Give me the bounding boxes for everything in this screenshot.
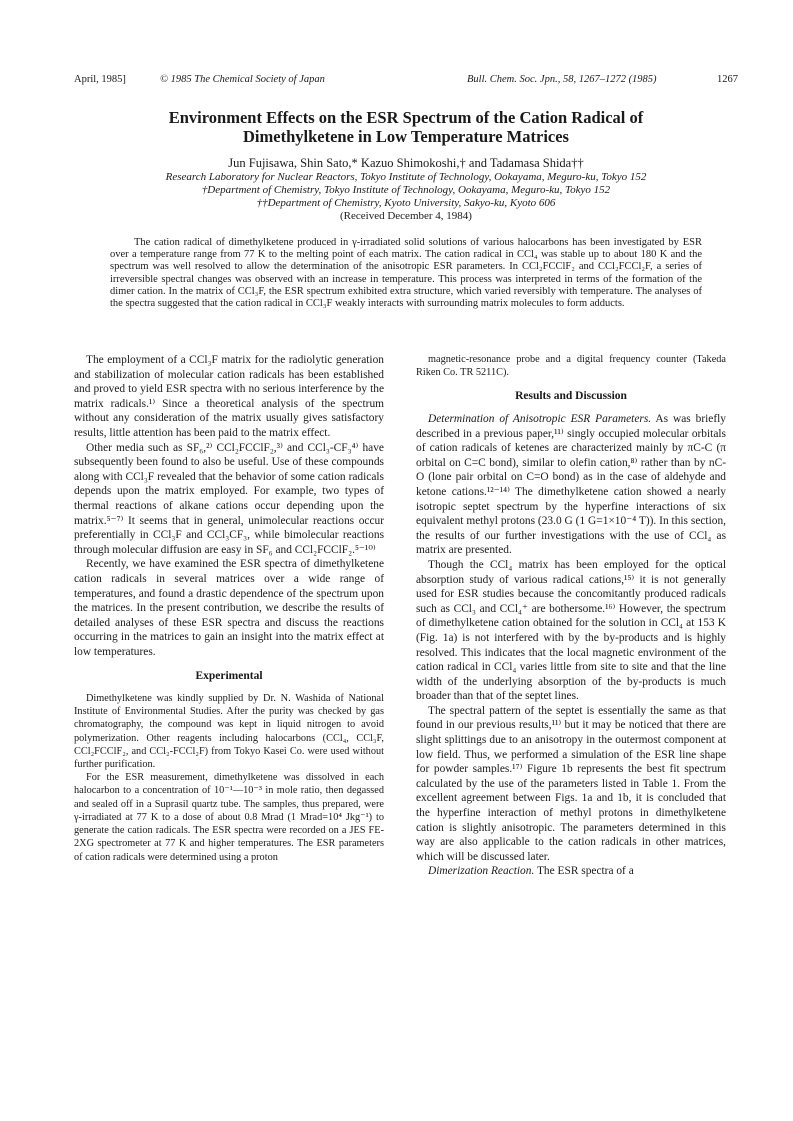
results-paragraph: Though the CCl₄ matrix has been employed for the optical absorption study of various radical cations,¹⁵⁾ it is not generally used for ESR studies because the concomitantly produced radicals such as CCl₃ and CCl₄⁺ are bothersome.¹⁶⁾ However, the spectrum of dimethylketene cation obtained for the solution in CCl₄ at 153 K (Fig. 1a) is not interfered with by the by-products and is highly resolved. This indicates that the local magnetic environment of the cation radical in CCl₄ varies little from site to site and that the line width of the underlying absorption of the by-products is much broader than that of the septet lines.	[416, 558, 726, 703]
results-heading: Results and Discussion	[515, 390, 627, 403]
affiliation-2: †Department of Chemistry, Tokyo Institute of Technology, Ookayama, Meguro-ku, Tokyo 152	[201, 184, 611, 196]
experimental-continuation: magnetic-resonance probe and a digital frequency counter (Takeda Riken Co. TR 5211C).	[416, 354, 726, 379]
left-column	[74, 353, 384, 864]
journal-citation: Bull. Chem. Soc. Jpn., 58, 1267–1272 (1985)	[467, 74, 657, 85]
author-list: Jun Fujisawa, Shin Sato,* Kazuo Shimokoshi,† and Tadamasa Shida††	[228, 156, 584, 170]
title-block	[74, 108, 738, 223]
intro-paragraph: The employment of a CCl₃F matrix for the radiolytic generation and stabilization of molecular cation radicals has been established and proved to yield ESR spectra with no serious interference by the matrix radicals.¹⁾ Since a theoretical analysis of the spectrum without any consideration of the matrix usually gives satisfactory results, little attention has been paid to the matrix effect.	[74, 354, 384, 439]
issue-date: April, 1985]	[74, 74, 126, 85]
title-line-2: Dimethylketene in Low Temperature Matrices	[243, 127, 569, 146]
subsection-heading: Dimerization Reaction.	[428, 865, 535, 878]
results-paragraph	[416, 412, 726, 558]
subsection-heading: Determination of Anisotropic ESR Parameters.	[428, 413, 652, 425]
affiliation-1: Research Laboratory for Nuclear Reactors, Tokyo Institute of Technology, Ookayama, Meguro-ku, Tokyo 152	[165, 171, 647, 183]
experimental-paragraph: For the ESR measurement, dimethylketene was dissolved in each halocarbon to a concentration of 10⁻¹—10⁻³ in mole ratio, then degassed and sealed off in a Suprasil quartz tube. The samples, thus prepared, were γ-irradiated at 77 K to a dose of about 0.8 Mrad (1 Mrad=10⁴ Jkg⁻¹) to generate the cation radicals. The ESR spectra were recorded on a JES FE-2XG spectrometer at 77 K and higher temperatures. The ESR parameters of cation radicals were determined using a proton	[74, 772, 384, 863]
affiliation-3: ††Department of Chemistry, Kyoto University, Sakyo-ku, Kyoto 606	[256, 197, 556, 209]
results-text: The ESR spectra of a	[536, 865, 634, 878]
results-paragraph: The spectral pattern of the septet is essentially the same as that found in our previous results,¹¹⁾ but it may be noticed that there are slight splittings due to an anisotropy in the outermost component at low field. Thus, we performed a simulation of the ESR line shape for powder samples.¹⁷⁾ Figure 1b represents the best fit spectrum calculated by the use of the parameters listed in Table 1. From the excellent agreement between Figs. 1a and 1b, it is concluded that the hyperfine interaction of methyl protons in dimethylketene cation is slightly anisotropic. The parameters determined in this way are also applicable to the cation radicals in other matrices, which will be discussed later.	[416, 704, 726, 863]
title-line-1: Environment Effects on the ESR Spectrum of the Cation Radical of	[168, 108, 644, 127]
paper-title	[74, 108, 738, 146]
results-text: As was briefly described in a previous paper,¹¹⁾ singly occupied molecular orbitals of cation radicals of ketenes are characterized mainly by πC-C (π orbital on C=C bond), similar to olefin cation,⁸⁾ rather than by nC-O (lone pair orbital on C=O bond) as in the case of aldehyde and ketone cations.¹²⁻¹⁴⁾ The dimethylketene cation showed a nearly isotropic septet spectrum by the hyperfine interactions of six equivalent methyl protons (23.0 G (1 G=1×10⁻⁴ T)). In this section, the results of our further investigations with the use of CCl₄ as matrix are presented.	[416, 413, 726, 557]
received-date: (Received December 4, 1984)	[340, 210, 472, 222]
page-number: 1267	[717, 74, 738, 85]
right-column	[416, 353, 726, 879]
abstract: The cation radical of dimethylketene produced in γ-irradiated solid solutions of various halocarbons has been investigated by ESR over a temperature range from 77 K to the melting point of each matrix. The cation radical in CCl₄ was stable up to about 180 K and the spectrum was well resolved to allow the determination of the anisotropic ESR parameters. In CCl₂FCClF₂ and CCl₂FCCl₂F, a series of irreversible spectral changes was observed with an increase in temperature. This process was interpreted in terms of the formation of the dimer cation. In the matrix of CCl₃F, the ESR spectrum exhibited extra structure, which varied reversibly with temperature. The analyses of the spectra suggested that the cation radical in CCl₃F weakly interacts with surrounding matrix molecules to form adducts.	[110, 237, 702, 310]
experimental-heading: Experimental	[195, 670, 263, 683]
experimental-paragraph: Dimethylketene was kindly supplied by Dr. N. Washida of National Institute of Environmental Studies. After the purity was checked by gas chromatography, the compound was kept in liquid nitrogen to avoid polymerization. Other reagents including halocarbons (CCl₄, CCl₃F, CCl₂FCClF₂, and CCl₂-FCCl₂F) from Tokyo Kasei Co. were used without further purification.	[74, 693, 384, 771]
intro-paragraph: Other media such as SF₆,²⁾ CCl₂FCClF₂,³⁾ and CCl₃-CF₃⁴⁾ have subsequently been found to also be useful. Use of these compounds along with CCl₃F revealed that the behavior of some cation radicals depends upon the matrix employed. For example, two types of thermal reactions of alkane cations occur depending upon the matrix.⁵⁻⁷⁾ It seems that in general, unimolecular reactions occur preferentially in CCl₃F and CCl₃CF₃, while bimolecular reactions through molecular diffusion are easy in SF₆ and CCl₂FCClF₂.⁵⁻¹⁰⁾	[74, 441, 384, 556]
intro-paragraph: Recently, we have examined the ESR spectra of dimethylketene cation radicals in several matrices over a wide range of temperatures, and found a drastic dependence of the spectrum upon the matrices. In the present contribution, we describe the results of detailed analyses of these ESR spectra and discuss the reactions occurring in the matrices to gain an insight into the matrix effect at low temperatures.	[74, 558, 384, 658]
copyright-notice: © 1985 The Chemical Society of Japan	[160, 74, 325, 85]
results-paragraph	[416, 864, 726, 879]
